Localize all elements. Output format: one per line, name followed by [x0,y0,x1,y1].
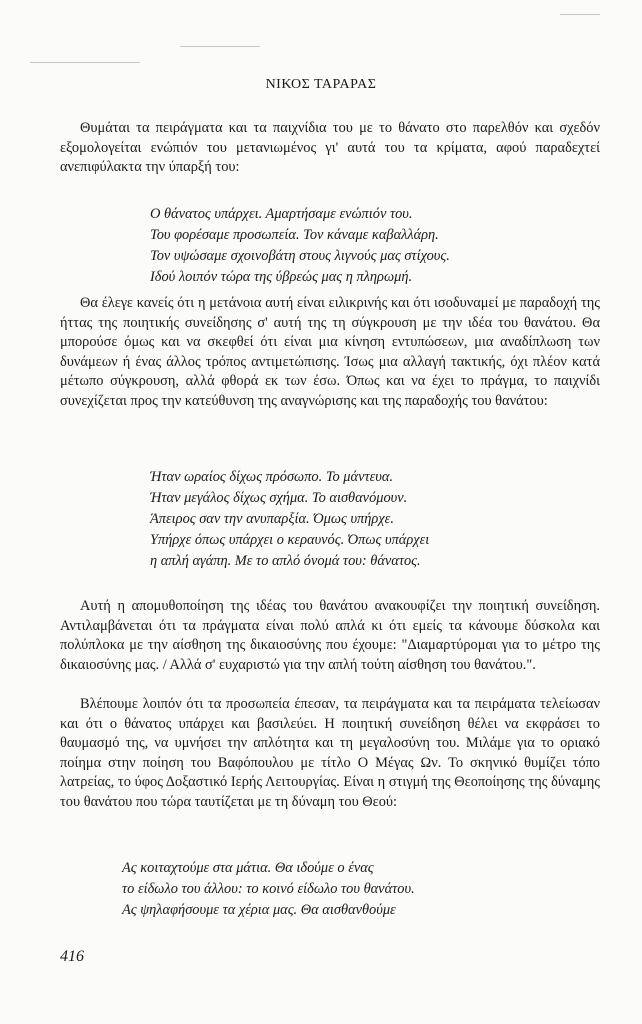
verse-line: Του φορέσαμε προσωπεία. Τον κάναμε καβαλλάρη. [150,227,439,243]
page-number: 416 [60,948,84,965]
verse-line: Τον υψώσαμε σχοινοβάτη στους λιγνούς μας στίχους. [150,248,450,264]
verse-line: το είδωλο του άλλου: το κοινό είδωλο του θανάτου. [122,881,415,897]
verse-line: Ας ψηλαφήσουμε τα χέρια μας. Θα αισθανθούμε [122,902,396,918]
verse-line: Ιδού λοιπόν τώρα της ύβρεώς μας η πληρωμή. [150,269,413,285]
verse-line: Άπειρος σαν την ανυπαρξία. Όμως υπήρχε. [150,511,394,527]
verse-line: Υπήρχε όπως υπάρχει ο κεραυνός. Όπως υπάρχει [150,532,430,548]
running-header: ΝΙΚΟΣ ΤΑΡΑΡΑΣ [265,77,377,92]
verse-line: Ήταν μεγάλος δίχως σχήμα. Το αισθανόμουν. [150,490,408,506]
paragraph-text: Θυμάται τα πειράγματα και τα παιχνίδια του με το θάνατο στο παρελθόν και σχεδόν εξομολογείται ενώπιόν του μετανιωμένος γι' αυτά του τα κρίματα, αφού παραδεχτεί ανεπιφύλακτα την ύπαρξή του: [60,120,600,176]
paragraph-text: Αυτή η απομυθοποίηση της ιδέας του θανάτου ανακουφίζει την ποιητική συνείδηση. Αντιλαμβάνεται ότι τα πράγματα είναι πολύ απλά κι ότι εμείς τα κάνουμε δύσκολα και πολύπλοκα με την αίσθηση της δικαιοσύνης που έχουμε: "Διαμαρτύρομαι για το μέτρο της δικαιοσύνης μας. / Αλλά σ' ευχαριστώ για την απλή τούτη αίσθηση του θανάτου.". [60,598,600,673]
scan-artifact-line [560,14,600,15]
scan-artifact-line [30,62,140,63]
verse-quote-3 [122,858,415,921]
verse-quote-2 [150,467,429,572]
scan-artifact-line [180,46,260,47]
verse-line: η απλή αγάπη. Με το απλό όνομά του: θάνατος. [150,553,421,569]
paragraph-text: Βλέπουμε λοιπόν ότι τα προσωπεία έπεσαν, τα πειράγματα και τα πειράματα τελείωσαν και ότι ο θάνατος υπάρχει και βασιλεύει. Η ποιητική συνείδηση θέλει να εκφράσει το θαυμασμό της, να υμνήσει την απλότητα και τη μεγαλοσύνη του. Μιλάμε για το οριακό ποίημα στην ποίηση του Βαφόπουλου με τίτλο Ο Μέγας Ων. Το σκηνικό θυμίζει τόπο λατρείας, το ύφος Δοξαστικό Ιερής Λειτουργίας. Είναι η στιγμή της Θεοποίησης της δύναμης του θανάτου που τώρα ταυτίζεται με τη δύναμη του Θεού: [60,696,600,810]
paragraph-1 [60,119,600,178]
verse-line: Ήταν ωραίος δίχως πρόσωπο. Το μάντευα. [150,469,394,485]
verse-line: Ας κοιταχτούμε στα μάτια. Θα ιδούμε ο ένας [122,860,374,876]
paragraph-2 [60,294,600,412]
paragraph-4 [60,695,600,813]
paragraph-3 [60,597,600,675]
verse-quote-1 [150,204,450,288]
paragraph-text: Θα έλεγε κανείς ότι η μετάνοια αυτή είναι ειλικρινής και ότι ισοδυναμεί με παραδοχή της ήττας της ποιητικής συνείδησης σ' αυτή της τη σύγκρουση με την ιδέα του θανάτου. Θα μπορούσε όμως και να σκεφθεί ότι είναι μια κίνηση εντυπώσεων, μια αναδίπλωση των δυνάμεων ή ένας άλλος τρόπος αντιμετώπισης. Ίσως μια αλλαγή τακτικής, όχι πλέον κατά μέτωπο σύγκρουση, αλλά φθορά εκ των έσω. Όπως και να έχει το πράγμα, το παιχνίδι συνεχίζεται προς την κατεύθυνση της αναγνώρισης και της παραδοχής του θανάτου: [60,295,600,409]
verse-line: Ο θάνατος υπάρχει. Αμαρτήσαμε ενώπιόν του. [150,206,413,222]
